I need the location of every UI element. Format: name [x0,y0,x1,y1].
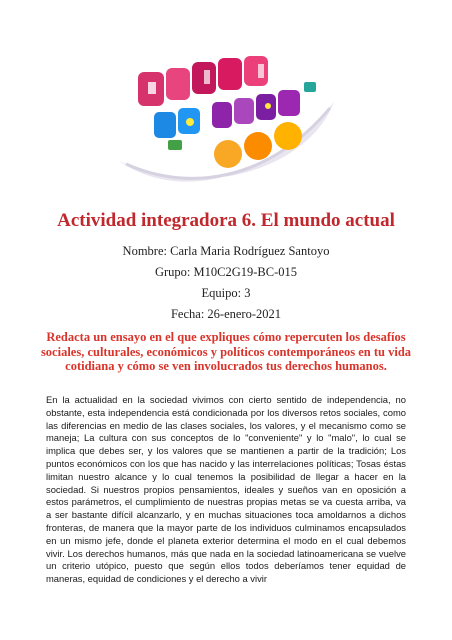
essay-body: En la actualidad en la sociedad vivimos con cierto sentido de independencia, no obstante, esta independencia está condicionada por los diversos retos sociales, como las diferencias en medio de las clases sociales, los valores, y el mecanismo como se maneja; La cultura con sus conceptos de lo "conveniente" y lo "malo", lo cual se implica que debes ser, y los valores que se mantienen a partir de la tradición; Los puntos económicos con los que has nacido y las interrelaciones políticas; Tosas éstas limitan nuestro alcance y lo cual tenemos la posibilidad de llegar a hacer en la sociedad. Si nuestros propios pensamientos, ideales y sueños van en oposición a estos parámetros, el cumplimiento de nuestras propias metas se va cuesta arriba, va a ser bastante difícil alcanzarlo, y en muchas situaciones toca amoldarnos a dichos fronteras, de manera que la mayor parte de los individuos culminamos encapsulados en un mismo jefe, donde el planeta exterior determina el modo en el cual debemos vivir. Los derechos humanos, más que nada en la sociedad latinoamericana se vuelve un criterio utópico, puesto que según ellos todos deberíamos tener equidad de maneras, equidad de condiciones y el derecho a vivir [46,394,406,585]
student-name: Nombre: Carla Maria Rodríguez Santoyo [122,244,330,258]
group-code: Grupo: M10C2G19-BC-015 [154,265,298,279]
prepa-en-linea-sep-logo [108,42,342,202]
date: Fecha: 26-enero-2021 [170,307,282,321]
team-number: Equipo: 3 [201,286,251,300]
assignment-prompt: Redacta un ensayo en el que expliques cómo repercuten los desafíos sociales, culturales, económicos y políticos contemporáneos en tu vida cotidiana y cómo se ven involucrados tus derechos humanos. [40,330,412,373]
document-title: Actividad integradora 6. El mundo actual [57,210,395,231]
